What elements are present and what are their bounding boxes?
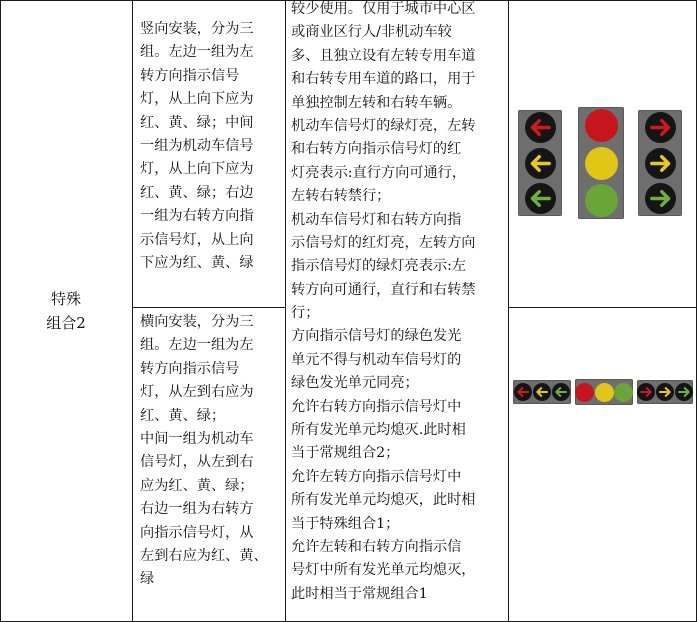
usage-line: 机动车信号灯和右转方向指 — [291, 211, 462, 228]
usage-line: 绿色发光单元同亮； — [291, 375, 419, 392]
usage-line: 或商业区行人/非机动车较 — [291, 24, 452, 41]
usage-line: 允许右转方向指示信号灯中 — [291, 398, 462, 415]
description-line: 横向安装，分为三 — [140, 314, 254, 330]
left-arrow-yellow-icon — [525, 148, 556, 179]
description-line: 红、黄、绿； — [140, 407, 226, 424]
usage-line: 当于特殊组合1； — [291, 515, 400, 532]
description-line: 右边一组为右转方 — [140, 501, 254, 518]
usage-line: 单独控制左转和右转车辆。 — [291, 94, 462, 111]
combination-name-line: 组合2 — [46, 314, 86, 332]
right-arrow-yellow-icon — [645, 148, 676, 179]
vertical-left-arrow-signal-group — [518, 110, 562, 216]
vertical-right-arrow-signal-group — [638, 110, 682, 216]
left-arrow-green-icon — [525, 183, 556, 214]
description-line: 红、黄、绿；中间 — [140, 114, 254, 131]
right-arrow-yellow-icon — [656, 383, 674, 401]
row-divider-description — [132, 307, 286, 308]
description-line: 绿 — [140, 571, 155, 588]
column-divider-2 — [285, 0, 286, 622]
right-arrow-green-icon — [645, 183, 676, 214]
round-yellow-lamp-icon — [585, 147, 618, 180]
horizontal-right-arrow-signal-group — [637, 380, 693, 404]
right-arrow-green-icon — [675, 383, 693, 401]
description-line: 下应为红、黄、绿 — [140, 254, 254, 271]
combination-name-cell — [0, 0, 132, 622]
usage-line: 指示信号灯的绿灯亮表示:左 — [291, 258, 467, 275]
usage-line: 号灯中所有发光单元均熄灭， — [291, 562, 476, 579]
round-red-lamp-icon — [575, 383, 594, 402]
column-divider-3 — [508, 0, 509, 622]
description-line: 信号灯，从左到右 — [140, 454, 254, 471]
description-line: 灯，从上向下应为 — [140, 91, 254, 108]
left-arrow-red-icon — [514, 383, 532, 401]
right-arrow-red-icon — [645, 112, 676, 143]
usage-line: 所有发光单元均熄灭.此时相 — [291, 422, 466, 439]
left-arrow-green-icon — [552, 383, 570, 401]
description-line: 向指示信号灯，从 — [140, 524, 254, 541]
combination-name — [46, 287, 86, 335]
left-arrow-red-icon — [525, 112, 556, 143]
vertical-vehicle-signal-group — [578, 107, 624, 219]
left-arrow-yellow-icon — [533, 383, 551, 401]
combination-name-line: 特殊 — [50, 290, 81, 308]
description-line: 灯，从左到右应为 — [140, 384, 254, 401]
description-line: 组。左边一组为左 — [140, 337, 254, 354]
usage-line: 转方向可通行，直行和右转禁 — [291, 281, 476, 298]
usage-line: 示信号灯的红灯亮，左转方向 — [291, 234, 476, 251]
description-line: 转方向指示信号 — [140, 67, 240, 84]
round-yellow-lamp-icon — [595, 383, 614, 402]
usage-line: 此时相当于常规组合1 — [291, 585, 428, 602]
usage-line: 允许左转和右转方向指示信 — [291, 538, 462, 555]
usage-line: 较少使用。仅用于城市中心区 — [291, 1, 476, 17]
right-arrow-red-icon — [637, 383, 655, 401]
usage-line: 和右转方向指示信号灯的红 — [291, 141, 462, 158]
horizontal-installation-description — [140, 311, 268, 592]
usage-line: 和右转专用车道的路口，用于 — [291, 71, 476, 88]
description-line: 应为红、黄、绿； — [140, 477, 254, 494]
row-divider-image — [508, 307, 697, 308]
round-green-lamp-icon — [585, 184, 618, 217]
description-line: 组。左边一组为左 — [140, 44, 254, 61]
description-line: 转方向指示信号 — [140, 360, 240, 377]
usage-description — [291, 0, 475, 606]
usage-line: 单元不得与机动车信号灯的 — [291, 351, 462, 368]
horizontal-left-arrow-signal-group — [513, 380, 571, 404]
horizontal-vehicle-signal-group — [575, 379, 633, 405]
column-divider-1 — [132, 0, 133, 622]
usage-line: 机动车信号灯的绿灯亮，左转 — [291, 117, 476, 134]
round-green-lamp-icon — [614, 383, 633, 402]
vertical-installation-description — [140, 18, 254, 275]
usage-line: 方向指示信号灯的绿色发光 — [291, 328, 462, 345]
usage-line: 灯亮表示:直行方向可通行， — [291, 164, 467, 181]
usage-line: 当于常规组合2； — [291, 445, 400, 462]
description-line: 一组为右转方向指 — [140, 208, 254, 225]
usage-line: 行； — [291, 305, 320, 322]
usage-line: 左转右转禁行； — [291, 188, 391, 205]
usage-line: 所有发光单元均熄灭，此时相 — [291, 492, 476, 509]
description-line: 示信号灯，从上向 — [140, 231, 254, 248]
description-line: 红、黄、绿；右边 — [140, 184, 254, 201]
description-line: 灯，从上向下应为 — [140, 161, 254, 178]
description-line: 左到右应为红、黄、 — [140, 547, 268, 564]
description-line: 一组为机动车信号 — [140, 137, 254, 154]
description-line: 竖向安装，分为三 — [140, 21, 254, 37]
usage-line: 多、且独立设有左转专用车道 — [291, 47, 476, 64]
usage-line: 允许左转方向指示信号灯中 — [291, 468, 462, 485]
description-line: 中间一组为机动车 — [140, 430, 254, 447]
round-red-lamp-icon — [585, 109, 618, 142]
